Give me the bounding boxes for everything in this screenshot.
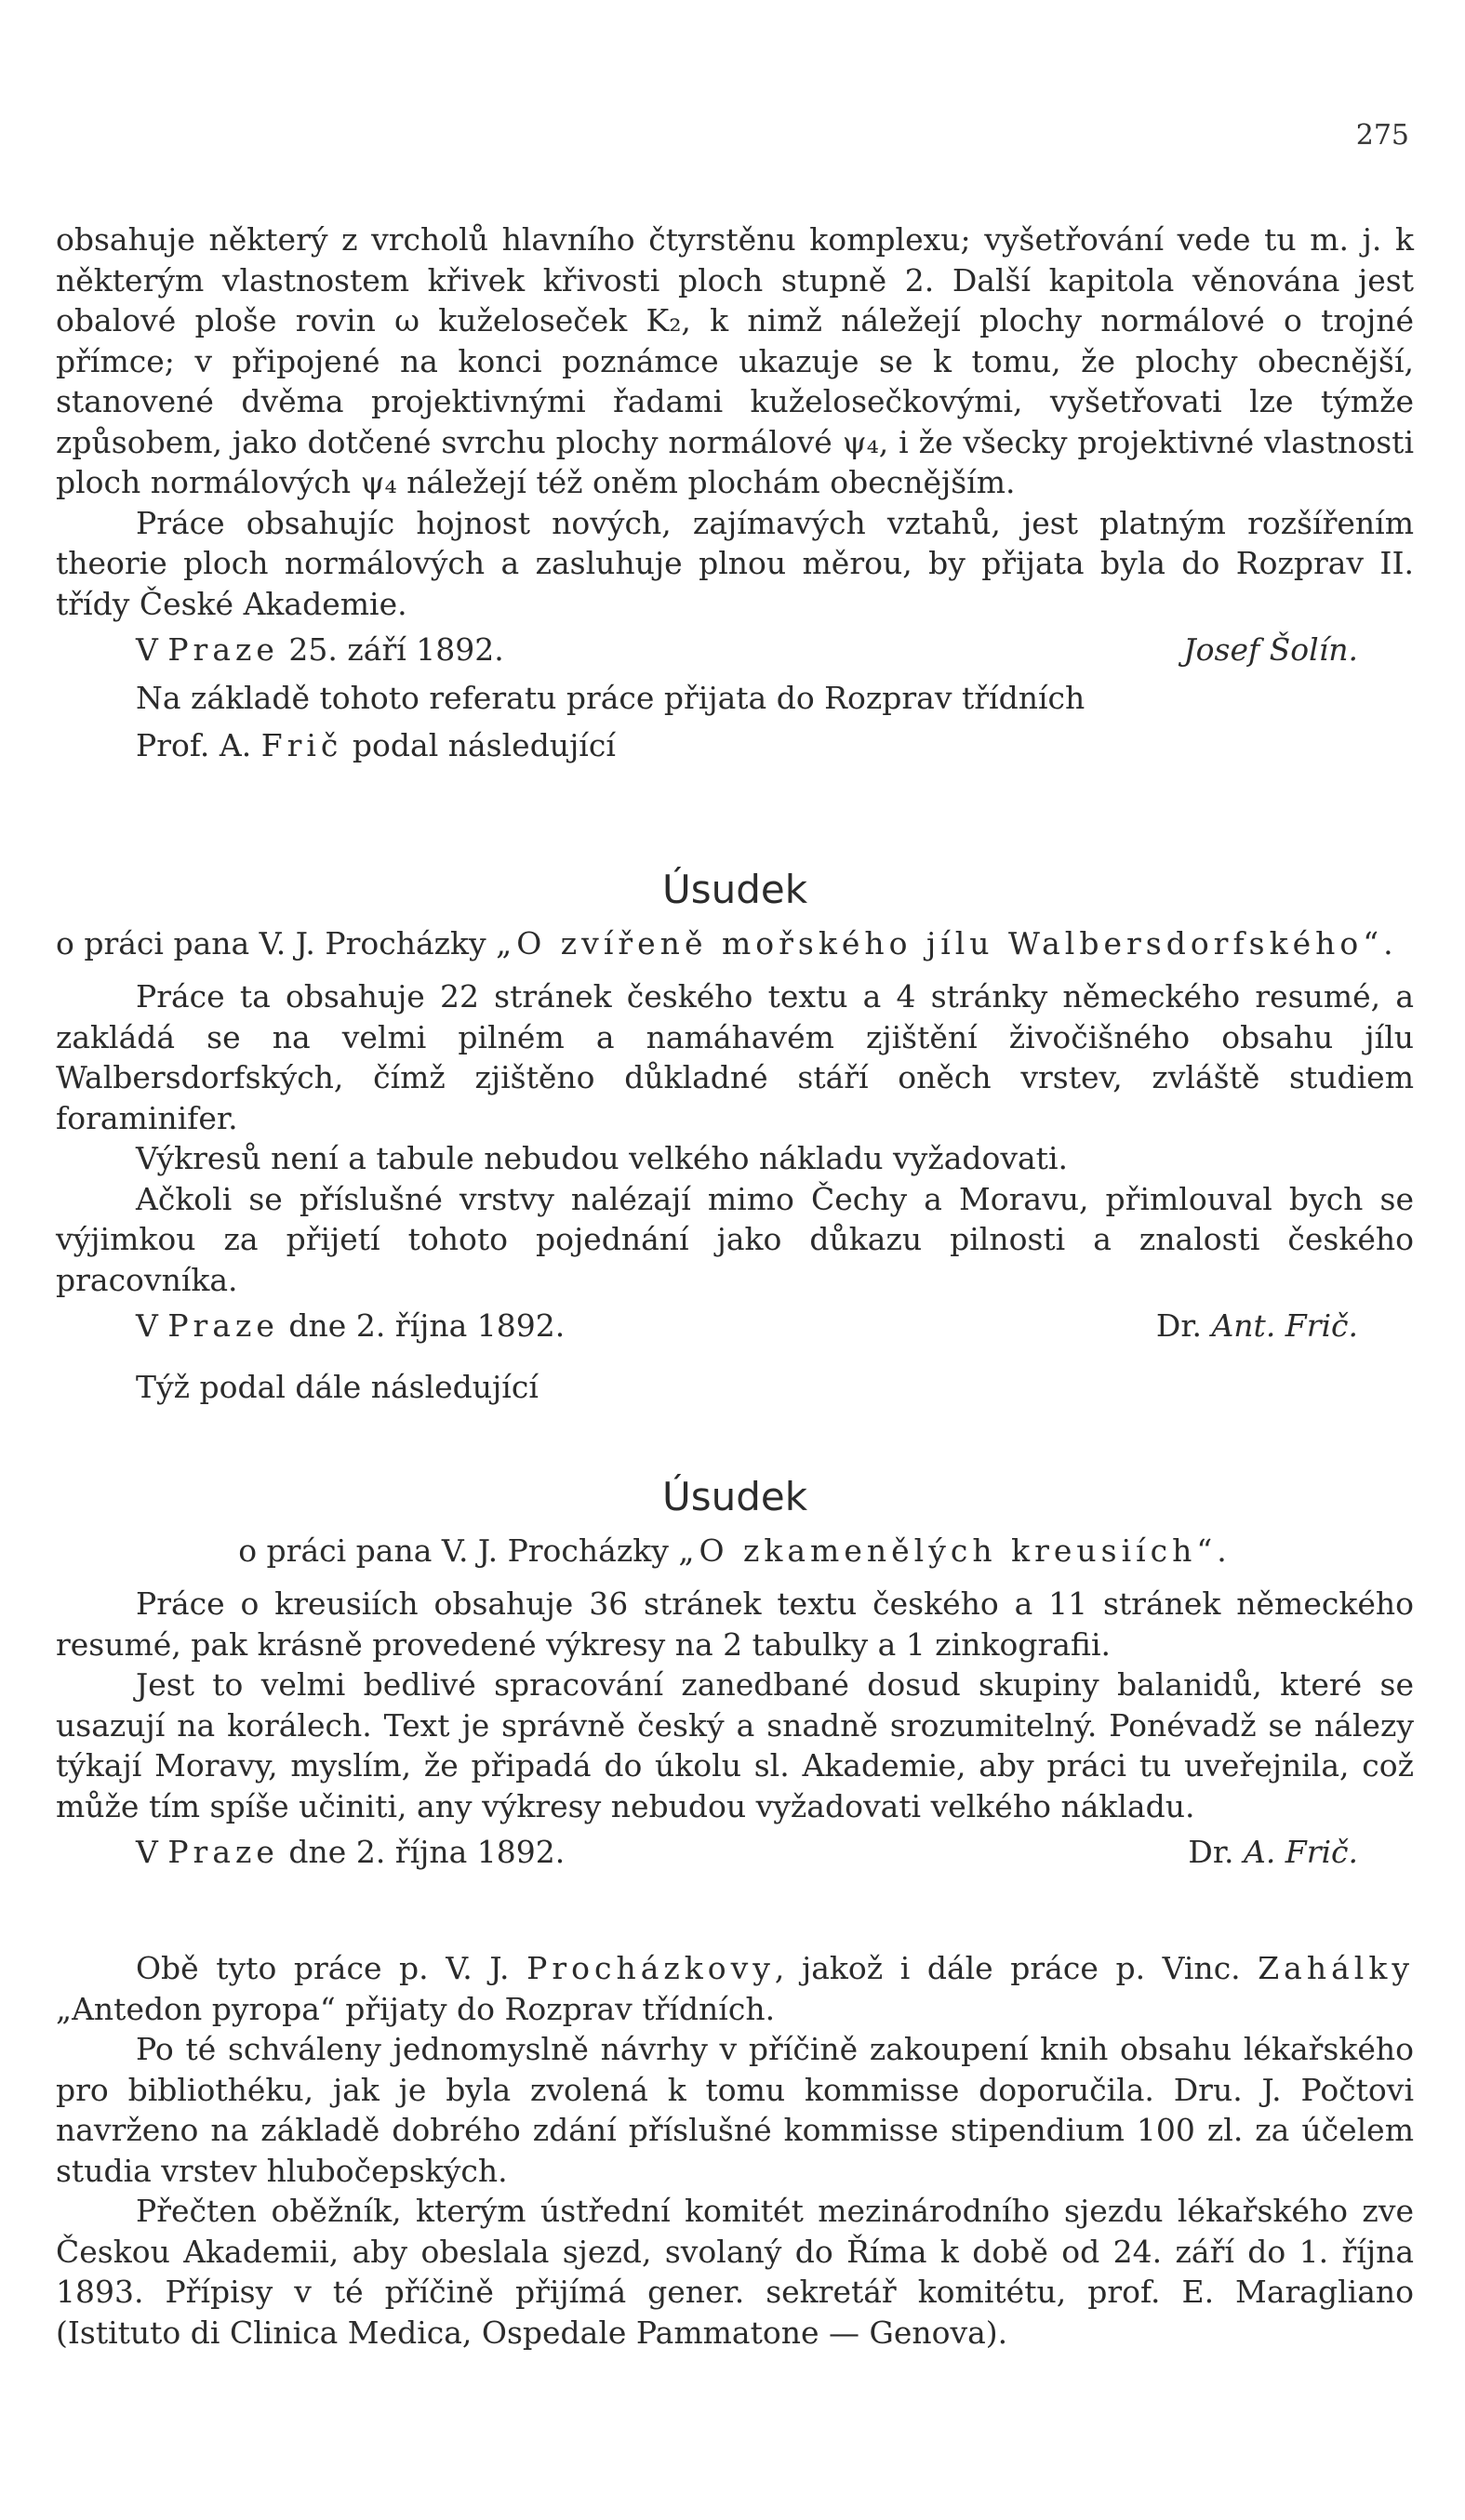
prof-name: Frič	[260, 727, 343, 763]
subtitle-prefix: o práci pana V. J. Procházky	[56, 924, 486, 962]
signature-name: A. Frič.	[1243, 1834, 1358, 1870]
place-date	[136, 1306, 565, 1346]
date-signature-line	[56, 1832, 1414, 1873]
section-heading: Úsudek	[661, 1474, 808, 1519]
place-date	[136, 630, 504, 670]
signature-prefix: Dr.	[1188, 1834, 1234, 1870]
section-subtitle	[56, 923, 1414, 964]
place-prefix: V	[136, 1834, 158, 1870]
text-run: Obě tyto práce p. V. J.	[136, 1950, 510, 1986]
paragraph: Jest to velmi bedlivé spracování zanedbané dosud skupiny balanidů, které se usazují na korálech. Text je správně český a snadně srozumitelný. Ponévadž se nálezy týkají Moravy, myslím, že připadá do úkolu sl. Akademie, aby práci tu uveřejnila, což může tím spíše učiniti, any výkresy nebudou vyžadovati velkého nákladu.	[56, 1666, 1414, 1824]
signature: Josef Šolín.	[1183, 631, 1358, 668]
subtitle-title: „O zkamenělých kreusiích“.	[678, 1532, 1232, 1569]
place-name: Praze	[167, 1834, 279, 1870]
paragraph: Přečten oběžník, kterým ústřední komitét mezinárodního sjezdu lékařského zve Českou Akademii, aby obeslala sjezd, svolaný do Říma k době od 24. září do 1. října 1893. Přípisy v té příčině přijímá gener. sekretář komitétu, prof. E. Maragliano (Istituto di Clinica Medica, Ospedale Pammatone — Genova).	[56, 2193, 1414, 2351]
paragraph: Na základě tohoto referatu práce přijata do Rozprav třídních	[136, 679, 1085, 716]
place-prefix: V	[136, 631, 158, 668]
signature-name: Ant. Frič.	[1211, 1307, 1358, 1344]
closing-section	[56, 1948, 1414, 2353]
author-name: Procházkovy	[526, 1950, 775, 1986]
section-heading: Úsudek	[661, 867, 808, 912]
subtitle-prefix: o práci pana V. J. Procházky	[238, 1532, 669, 1569]
usudek-section-2	[56, 1474, 1414, 1873]
paragraph: Ačkoli se příslušné vrstvy nalézají mimo Čechy a Moravu, přimlouval bych se výjimkou za přijetí tohoto pojednání jako důkazu pilnosti a znalosti českého pracovníka.	[56, 1180, 1414, 1298]
signature-prefix: Dr.	[1155, 1307, 1202, 1344]
date-signature-line	[56, 1306, 1414, 1346]
date-signature-line	[56, 630, 1414, 670]
subtitle-title: „O zvířeně mořského jílu Walbersdorfského“.	[496, 924, 1398, 962]
place-name: Praze	[167, 1307, 279, 1344]
page-number: 275	[1355, 119, 1409, 152]
signature	[1188, 1832, 1414, 1873]
section-subtitle	[56, 1531, 1414, 1572]
usudek-section-1	[56, 869, 1414, 1407]
review-continuation	[56, 219, 1414, 766]
paragraph: Práce ta obsahuje 22 stránek českého textu a 4 stránky německého resumé, a zakládá se na velmi pilném a namáhavém zjištění živočišného obsahu jílu Walbersdorfských, čímž zjištěno důkladné stáří oněch vrstev, zvláště studiem foraminifer.	[56, 978, 1414, 1136]
date: dne 2. října 1892.	[288, 1834, 566, 1870]
date: 25. září 1892.	[288, 631, 504, 668]
paragraph: Výkresů není a tabule nebudou velkého nákladu vyžadovati.	[136, 1140, 1068, 1176]
place-prefix: V	[136, 1307, 158, 1344]
paragraph: obsahuje některý z vrcholů hlavního čtyrstěnu komplexu; vyšetřování vede tu m. j. k některým vlastnostem křivek křivosti ploch stupně 2. Další kapitola věnována jest obalové ploše rovin ω kuželoseček K₂, k nimž náležejí plochy normálové o trojné přímce; v připojené na konci poznámce ukazuje se k tomu, že plochy obecnější, stanovené dvěma projektivnými řadami kuželosečkovými, vyšetřovati lze týmže způsobem, jako dotčené svrchu plochy normálové ψ₄, i že všecky projektivné vlastnosti ploch normálových ψ₄ náležejí též oněm plochám obecnějším.	[56, 221, 1414, 500]
signature	[1156, 1306, 1414, 1346]
paragraph: Práce o kreusiích obsahuje 36 stránek textu českého a 11 stránek německého resumé, pak krásně provedené výkresy na 2 tabulky a 1 zinkografii.	[56, 1585, 1414, 1663]
paragraph: Práce obsahujíc hojnost nových, zajímavých vztahů, jest platným rozšířením theorie ploch normálových a zasluhuje plnou měrou, by přijata byla do Rozprav II. třídy České Akademie.	[56, 504, 1414, 622]
prof-line	[56, 725, 1414, 766]
place-name: Praze	[167, 631, 279, 668]
paragraph: Po té schváleny jednomyslně návrhy v příčině zakoupení knih obsahu lékařského pro bibliothéku, jak je byla zvolená k tomu kommisse doporučila. Dru. J. Počtovi navrženo na základě dobrého zdání příslušné kommisse stipendium 100 zl. za účelem studia vrstev hlubočepských.	[56, 2031, 1414, 2189]
date: dne 2. října 1892.	[288, 1307, 566, 1344]
paragraph	[56, 1948, 1414, 2029]
place-date	[136, 1832, 565, 1873]
author-name: Zahálky	[1258, 1950, 1414, 1986]
text-run: „Antedon pyropa“ přijaty do Rozprav třídních.	[56, 1990, 776, 2027]
prof-prefix: Prof. A.	[136, 727, 252, 763]
prof-suffix: podal následující	[352, 727, 616, 763]
text-run: , jakož i dále práce p. Vinc.	[774, 1950, 1241, 1986]
paragraph: Týž podal dále následující	[136, 1368, 539, 1405]
